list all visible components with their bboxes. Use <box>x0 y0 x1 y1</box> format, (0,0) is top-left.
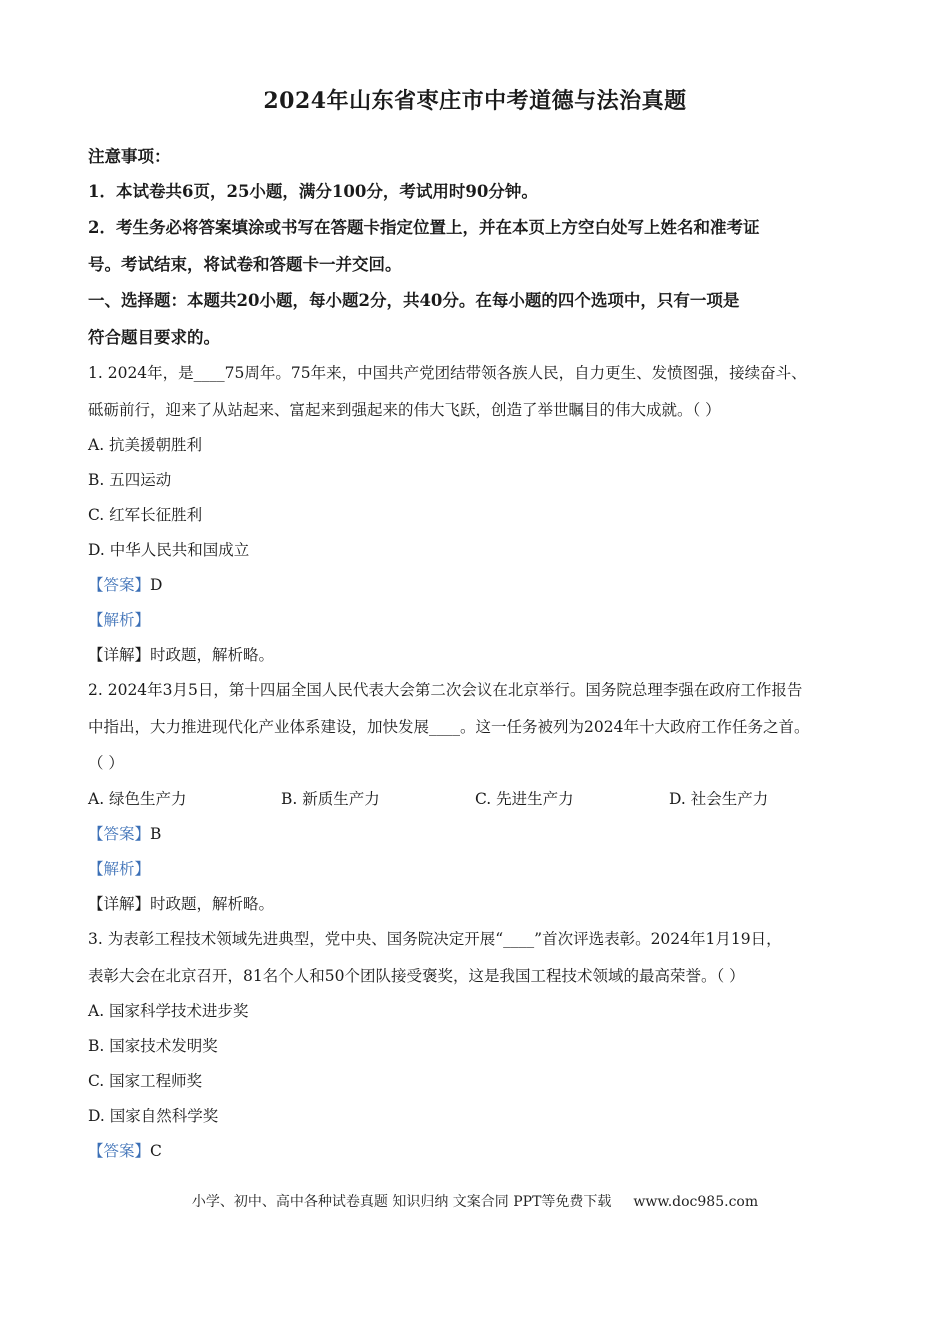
section-1-heading-line-2: 符合题目要求的。 <box>88 328 220 347</box>
notice-heading: 注意事项： <box>88 147 171 166</box>
q3-option-b: B. 国家技术发明奖 <box>88 1037 218 1055</box>
q1-stem-line-1: 1. 2024年，是____75周年。75年来，中国共产党团结带领各族人民，自力更生、发愤图强，接续奋斗、 <box>88 364 807 382</box>
q3-stem-line-2: 表彰大会在北京召开，81名个人和50个团队接受褒奖，这是我国工程技术领域的最高荣誉。（ ） <box>88 967 745 985</box>
q1-stem-line-2: 砥砺前行，迎来了从站起来、富起来到强起来的伟大飞跃，创造了举世瞩目的伟大成就。（ ） <box>88 401 721 419</box>
q2-option-a: A. 绿色生产力 <box>88 790 187 808</box>
q2-option-b: B. 新质生产力 <box>281 790 380 808</box>
q2-stem-line-2: 中指出，大力推进现代化产业体系建设，加快发展____。这一任务被列为2024年十大政府工作任务之首。 <box>88 718 810 736</box>
detail-text: 时政题，解析略。 <box>150 895 275 913</box>
q3-option-a: A. 国家科学技术进步奖 <box>88 1002 249 1020</box>
q2-option-d: D. 社会生产力 <box>669 790 769 808</box>
answer-value: B <box>150 825 162 843</box>
q1-option-a: A. 抗美援朝胜利 <box>88 436 203 454</box>
q2-analysis-label: 【解析】 <box>88 860 151 878</box>
q2-answer <box>88 822 868 844</box>
notice-item-1: 1．本试卷共6页，25小题，满分100分，考试用时90分钟。 <box>88 182 538 201</box>
q1-analysis-label: 【解析】 <box>88 611 151 629</box>
q1-option-c: C. 红军长征胜利 <box>88 506 203 524</box>
q2-stem-line-1: 2. 2024年3月5日，第十四届全国人民代表大会第二次会议在北京举行。国务院总理李强在政府工作报告 <box>88 681 803 699</box>
q3-option-d: D. 国家自然科学奖 <box>88 1107 219 1125</box>
detail-label: 【详解】 <box>88 895 151 913</box>
page-footer <box>0 1191 950 1211</box>
footer-text: 小学、初中、高中各种试卷真题 知识归纳 文案合同 PPT等免费下载 <box>191 1194 612 1210</box>
q2-detail <box>88 892 868 914</box>
answer-value: C <box>150 1142 162 1160</box>
q3-answer <box>88 1139 868 1161</box>
q1-option-d: D. 中华人民共和国成立 <box>88 541 250 559</box>
q3-option-c: C. 国家工程师奖 <box>88 1072 203 1090</box>
footer-website-link[interactable]: www.doc985.com <box>633 1194 759 1210</box>
notice-item-2-line-1: 2．考生务必将答案填涂或书写在答题卡指定位置上，并在本页上方空白处写上姓名和准考证 <box>88 218 760 237</box>
answer-value: D <box>150 576 163 594</box>
q1-option-b: B. 五四运动 <box>88 471 172 489</box>
answer-label: 【答案】 <box>88 825 151 843</box>
detail-text: 时政题，解析略。 <box>150 646 275 664</box>
section-1-heading-line-1: 一、选择题：本题共20小题，每小题2分，共40分。在每小题的四个选项中，只有一项是 <box>88 291 740 310</box>
q2-option-c: C. 先进生产力 <box>475 790 574 808</box>
answer-label: 【答案】 <box>88 576 151 594</box>
q1-detail <box>88 643 868 665</box>
detail-label: 【详解】 <box>88 646 151 664</box>
answer-label: 【答案】 <box>88 1142 151 1160</box>
page-title: 2024年山东省枣庄市中考道德与法治真题 <box>263 88 687 114</box>
q1-answer <box>88 573 868 595</box>
notice-item-2-line-2: 号。考试结束，将试卷和答题卡一并交回。 <box>88 255 402 274</box>
q2-stem-line-3: （ ） <box>88 754 124 772</box>
q3-stem-line-1: 3. 为表彰工程技术领域先进典型，党中央、国务院决定开展“____”首次评选表彰。2024年1月19日， <box>88 930 782 948</box>
